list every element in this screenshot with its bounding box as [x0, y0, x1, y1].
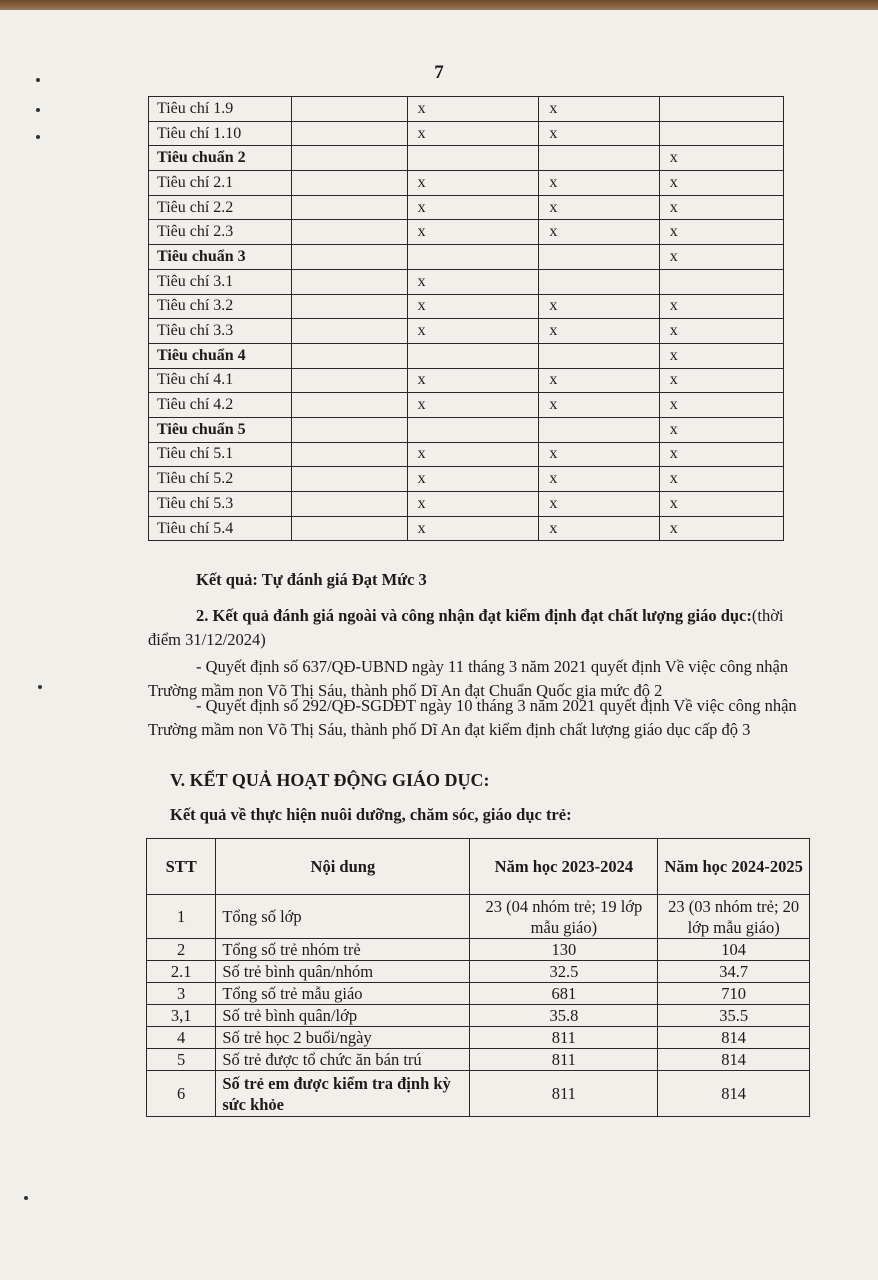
results-cell-stt: 2.1: [147, 961, 216, 983]
results-cell-y1: 32.5: [470, 961, 658, 983]
results-cell-y2: 814: [658, 1049, 810, 1071]
criteria-mark: [292, 368, 408, 393]
results-row: [147, 895, 810, 939]
results-cell-y2: 104: [658, 939, 810, 961]
results-cell-y2: 814: [658, 1071, 810, 1117]
results-row: [147, 961, 810, 983]
criteria-row: [149, 467, 784, 492]
criteria-row: [149, 220, 784, 245]
criteria-label: Tiêu chí 3.1: [149, 269, 292, 294]
criteria-mark: x: [659, 442, 783, 467]
criteria-row: [149, 417, 784, 442]
criteria-mark: x: [539, 393, 659, 418]
results-cell-stt: 1: [147, 895, 216, 939]
results-cell-y1: 811: [470, 1027, 658, 1049]
header-year-2: Năm học 2024-2025: [658, 839, 810, 895]
criteria-mark: x: [659, 343, 783, 368]
criteria-row: [149, 294, 784, 319]
criteria-mark: x: [539, 294, 659, 319]
criteria-mark: x: [407, 195, 539, 220]
criteria-mark: [292, 245, 408, 270]
criteria-label: Tiêu chí 4.1: [149, 368, 292, 393]
criteria-row: [149, 97, 784, 122]
criteria-row: [149, 343, 784, 368]
criteria-mark: x: [659, 220, 783, 245]
criteria-mark: x: [407, 171, 539, 196]
results-cell-content: Tổng số lớp: [216, 895, 470, 939]
paper-top-edge: [0, 0, 878, 10]
criteria-row: [149, 516, 784, 541]
criteria-mark: [292, 294, 408, 319]
margin-mark: [38, 685, 42, 689]
results-row: [147, 1071, 810, 1117]
criteria-mark: [292, 269, 408, 294]
page-number: 7: [434, 62, 444, 83]
criteria-mark: [292, 121, 408, 146]
criteria-mark: x: [407, 393, 539, 418]
criteria-mark: x: [659, 516, 783, 541]
criteria-mark: [292, 220, 408, 245]
criteria-table: [148, 96, 784, 541]
results-row: [147, 1005, 810, 1027]
criteria-mark: [539, 343, 659, 368]
criteria-mark: [539, 269, 659, 294]
criteria-mark: x: [659, 417, 783, 442]
section-v-subtitle: Kết quả về thực hiện nuôi dưỡng, chăm sóc, giáo dục trẻ:: [170, 805, 572, 824]
results-row: [147, 939, 810, 961]
results-cell-content: Tổng số trẻ nhóm trẻ: [216, 939, 470, 961]
criteria-mark: x: [407, 516, 539, 541]
criteria-mark: [292, 417, 408, 442]
external-eval-heading-text: 2. Kết quả đánh giá ngoài và công nhận đạt kiểm định đạt chất lượng giáo dục:: [196, 606, 752, 625]
results-cell-content: Số trẻ học 2 buổi/ngày: [216, 1027, 470, 1049]
criteria-row: [149, 195, 784, 220]
criteria-mark: x: [659, 393, 783, 418]
criteria-mark: x: [539, 121, 659, 146]
criteria-mark: [292, 467, 408, 492]
criteria-mark: [292, 171, 408, 196]
criteria-mark: x: [407, 492, 539, 517]
criteria-label: Tiêu chí 1.9: [149, 97, 292, 122]
results-cell-y2: 34.7: [658, 961, 810, 983]
criteria-label: Tiêu chí 2.3: [149, 220, 292, 245]
results-cell-content: Số trẻ bình quân/lớp: [216, 1005, 470, 1027]
self-eval-result: Kết quả: Tự đánh giá Đạt Mức 3: [196, 570, 427, 589]
criteria-label: Tiêu chí 1.10: [149, 121, 292, 146]
results-row: [147, 983, 810, 1005]
criteria-row: [149, 269, 784, 294]
criteria-mark: x: [539, 171, 659, 196]
criteria-mark: [407, 245, 539, 270]
results-cell-stt: 3,1: [147, 1005, 216, 1027]
criteria-row: [149, 393, 784, 418]
criteria-mark: x: [659, 368, 783, 393]
criteria-mark: [407, 417, 539, 442]
criteria-row: [149, 319, 784, 344]
results-cell-content: Tổng số trẻ mẫu giáo: [216, 983, 470, 1005]
results-cell-stt: 4: [147, 1027, 216, 1049]
criteria-mark: [292, 393, 408, 418]
results-cell-y1: 681: [470, 983, 658, 1005]
criteria-mark: [659, 121, 783, 146]
results-cell-content: Số trẻ được tổ chức ăn bán trú: [216, 1049, 470, 1071]
criteria-mark: x: [539, 319, 659, 344]
criteria-mark: [407, 146, 539, 171]
criteria-mark: x: [539, 368, 659, 393]
criteria-mark: [292, 343, 408, 368]
decision-2: - Quyết định số 292/QĐ-SGDĐT ngày 10 tháng 3 năm 2021 quyết định Về việc công nhận Trường mầm non Võ Thị Sáu, thành phố Dĩ An đạt kiểm định chất lượng giáo dục cấp độ 3: [148, 696, 797, 739]
results-cell-y1: 35.8: [470, 1005, 658, 1027]
criteria-mark: x: [407, 269, 539, 294]
criteria-mark: x: [539, 467, 659, 492]
criteria-label: Tiêu chí 5.2: [149, 467, 292, 492]
criteria-mark: [539, 245, 659, 270]
results-cell-y1: 811: [470, 1049, 658, 1071]
results-row: [147, 1049, 810, 1071]
criteria-mark: x: [659, 146, 783, 171]
margin-mark: [24, 1196, 28, 1200]
results-table-body: [147, 895, 810, 1117]
criteria-mark: x: [659, 319, 783, 344]
results-cell-y2: 710: [658, 983, 810, 1005]
criteria-mark: [292, 492, 408, 517]
criteria-mark: x: [407, 220, 539, 245]
decision-1: - Quyết định số 637/QĐ-UBND ngày 11 tháng 3 năm 2021 quyết định Về việc công nhận Trường mầm non Võ Thị Sáu, thành phố Dĩ An đạt Chuẩn Quốc gia mức độ 2: [148, 657, 789, 700]
criteria-mark: x: [407, 442, 539, 467]
criteria-mark: [292, 195, 408, 220]
criteria-row: [149, 245, 784, 270]
header-content: Nội dung: [216, 839, 470, 895]
criteria-mark: [292, 97, 408, 122]
external-eval-date: (thời điểm 31/12/2024): [148, 606, 784, 649]
criteria-mark: x: [659, 171, 783, 196]
criteria-mark: [659, 97, 783, 122]
criteria-row: [149, 368, 784, 393]
results-cell-y1: 130: [470, 939, 658, 961]
results-cell-content: Số trẻ em được kiểm tra định kỳ sức khỏe: [216, 1071, 470, 1117]
criteria-mark: x: [539, 492, 659, 517]
criteria-mark: x: [539, 195, 659, 220]
header-stt: STT: [147, 839, 216, 895]
criteria-mark: [292, 442, 408, 467]
results-cell-y2: 814: [658, 1027, 810, 1049]
criteria-mark: x: [659, 294, 783, 319]
criteria-mark: [292, 516, 408, 541]
results-cell-stt: 3: [147, 983, 216, 1005]
criteria-mark: [539, 146, 659, 171]
criteria-mark: x: [407, 368, 539, 393]
criteria-label: Tiêu chí 5.1: [149, 442, 292, 467]
criteria-mark: x: [659, 467, 783, 492]
margin-mark: [36, 135, 40, 139]
criteria-row: [149, 442, 784, 467]
results-cell-y1: 811: [470, 1071, 658, 1117]
criteria-table-body: [149, 97, 784, 541]
criteria-mark: x: [659, 195, 783, 220]
results-header-row: [147, 839, 810, 895]
criteria-mark: x: [659, 245, 783, 270]
results-cell-y1: 23 (04 nhóm trẻ; 19 lớp mẫu giáo): [470, 895, 658, 939]
criteria-mark: x: [539, 220, 659, 245]
criteria-label: Tiêu chí 3.2: [149, 294, 292, 319]
criteria-label: Tiêu chuẩn 5: [149, 417, 292, 442]
header-year-1: Năm học 2023-2024: [470, 839, 658, 895]
criteria-mark: x: [659, 492, 783, 517]
criteria-mark: x: [407, 319, 539, 344]
criteria-label: Tiêu chí 2.1: [149, 171, 292, 196]
results-cell-stt: 5: [147, 1049, 216, 1071]
external-eval-heading: [148, 604, 798, 652]
results-cell-y2: 23 (03 nhóm trẻ; 20 lớp mẫu giáo): [658, 895, 810, 939]
criteria-label: Tiêu chí 4.2: [149, 393, 292, 418]
criteria-mark: [659, 269, 783, 294]
criteria-label: Tiêu chí 5.4: [149, 516, 292, 541]
criteria-label: Tiêu chuẩn 3: [149, 245, 292, 270]
criteria-mark: [292, 146, 408, 171]
criteria-mark: x: [407, 97, 539, 122]
results-row: [147, 1027, 810, 1049]
results-cell-stt: 2: [147, 939, 216, 961]
criteria-row: [149, 171, 784, 196]
criteria-row: [149, 492, 784, 517]
criteria-label: Tiêu chí 3.3: [149, 319, 292, 344]
section-v-title: V. KẾT QUẢ HOẠT ĐỘNG GIÁO DỤC:: [170, 770, 490, 790]
criteria-label: Tiêu chí 2.2: [149, 195, 292, 220]
criteria-mark: [407, 343, 539, 368]
criteria-mark: x: [539, 97, 659, 122]
criteria-mark: x: [407, 467, 539, 492]
results-cell-y2: 35.5: [658, 1005, 810, 1027]
criteria-mark: x: [407, 294, 539, 319]
results-table: [146, 838, 810, 1117]
results-cell-content: Số trẻ bình quân/nhóm: [216, 961, 470, 983]
criteria-mark: [292, 319, 408, 344]
margin-mark: [36, 108, 40, 112]
criteria-label: Tiêu chuẩn 4: [149, 343, 292, 368]
criteria-mark: x: [539, 516, 659, 541]
criteria-label: Tiêu chí 5.3: [149, 492, 292, 517]
criteria-mark: x: [407, 121, 539, 146]
criteria-row: [149, 121, 784, 146]
results-cell-stt: 6: [147, 1071, 216, 1117]
criteria-label: Tiêu chuẩn 2: [149, 146, 292, 171]
criteria-row: [149, 146, 784, 171]
criteria-mark: x: [539, 442, 659, 467]
criteria-mark: [539, 417, 659, 442]
